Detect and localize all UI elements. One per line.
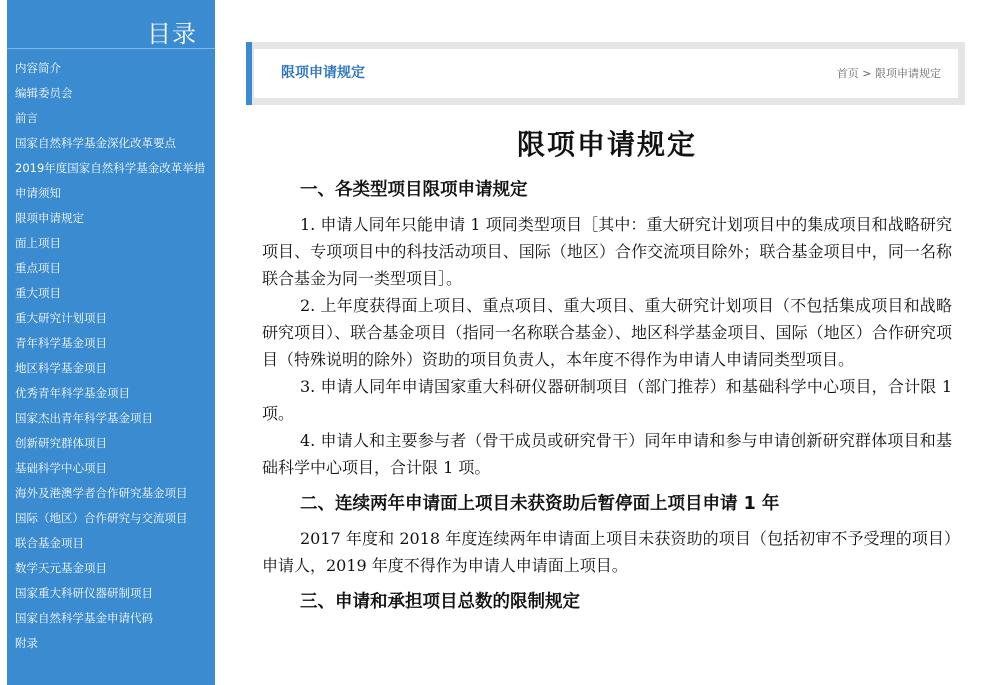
document-content bbox=[262, 115, 952, 623]
paragraph: 2. 上年度获得面上项目、重点项目、重大项目、重大研究计划项目（不包括集成项目和战略研究项目）、联合基金项目（指同一名称联合基金）、地区科学基金项目、国际（地区）合作研究项目（特殊说明的除外）资助的项目负责人，本年度不得作为申请人申请同类型项目。 bbox=[262, 296, 952, 369]
toc-title: 目录 bbox=[147, 20, 197, 48]
toc-item[interactable]: 联合基金项目 bbox=[15, 536, 84, 550]
toc-item[interactable]: 国家自然科学基金申请代码 bbox=[15, 611, 153, 625]
page-title: 限项申请规定 bbox=[516, 128, 697, 161]
toc-list bbox=[15, 56, 205, 656]
toc-item[interactable]: 青年科学基金项目 bbox=[15, 336, 107, 350]
toc-item[interactable]: 面上项目 bbox=[15, 236, 61, 250]
toc-item[interactable]: 重大项目 bbox=[15, 286, 61, 300]
toc-item[interactable]: 海外及港澳学者合作研究基金项目 bbox=[15, 486, 188, 500]
toc-item[interactable]: 附录 bbox=[15, 636, 38, 650]
page-header bbox=[246, 42, 965, 105]
toc-item[interactable]: 重点项目 bbox=[15, 261, 61, 275]
toc-sidebar bbox=[7, 0, 215, 685]
toc-item[interactable]: 编辑委员会 bbox=[15, 86, 73, 100]
section-heading: 三、申请和承担项目总数的限制规定 bbox=[300, 592, 580, 612]
toc-item[interactable]: 国家杰出青年科学基金项目 bbox=[15, 411, 153, 425]
toc-item[interactable]: 国际（地区）合作研究与交流项目 bbox=[15, 511, 188, 525]
paragraph: 2017 年度和 2018 年度连续两年申请面上项目未获资助的项目（包括初审不予受理的项目）申请人，2019 年度不得作为申请人申请面上项目。 bbox=[262, 529, 952, 575]
toc-item[interactable]: 前言 bbox=[15, 111, 38, 125]
breadcrumb-separator: > bbox=[858, 67, 875, 80]
toc-item[interactable]: 2019年度国家自然科学基金改革举措 bbox=[15, 161, 206, 175]
header-accent-bar bbox=[246, 42, 252, 105]
toc-item[interactable]: 内容简介 bbox=[15, 61, 61, 75]
paragraph: 1. 申请人同年只能申请 1 项同类型项目［其中：重大研究计划项目中的集成项目和战略研究项目、专项项目中的科技活动项目、国际（地区）合作交流项目除外；联合基金项目中，同一名称联合基金为同一类型项目］。 bbox=[262, 215, 952, 288]
toc-item[interactable]: 优秀青年科学基金项目 bbox=[15, 386, 130, 400]
paragraph: 3. 申请人同年申请国家重大科研仪器研制项目（部门推荐）和基础科学中心项目，合计限 1 项。 bbox=[262, 377, 952, 423]
toc-item[interactable]: 重大研究计划项目 bbox=[15, 311, 107, 325]
section-heading: 二、连续两年申请面上项目未获资助后暂停面上项目申请 1 年 bbox=[300, 494, 780, 514]
toc-item[interactable]: 申请须知 bbox=[15, 186, 61, 200]
breadcrumb-home-link[interactable]: 首页 bbox=[836, 67, 859, 80]
toc-item[interactable]: 数学天元基金项目 bbox=[15, 561, 107, 575]
section-name: 限项申请规定 bbox=[281, 65, 365, 81]
section-heading: 一、各类型项目限项申请规定 bbox=[300, 180, 528, 200]
toc-item[interactable]: 基础科学中心项目 bbox=[15, 461, 107, 475]
toc-item[interactable]: 创新研究群体项目 bbox=[15, 436, 107, 450]
toc-item[interactable]: 国家自然科学基金深化改革要点 bbox=[15, 136, 176, 150]
breadcrumb bbox=[837, 49, 941, 98]
toc-item[interactable]: 地区科学基金项目 bbox=[15, 361, 107, 375]
breadcrumb-current: 限项申请规定 bbox=[875, 67, 941, 80]
toc-item[interactable]: 国家重大科研仪器研制项目 bbox=[15, 586, 153, 600]
toc-divider bbox=[7, 48, 215, 49]
toc-item-current[interactable]: 限项申请规定 bbox=[15, 211, 84, 225]
paragraph: 4. 申请人和主要参与者（骨干成员或研究骨干）同年申请和参与申请创新研究群体项目和基础科学中心项目，合计限 1 项。 bbox=[262, 431, 952, 477]
page-header-inner bbox=[254, 49, 958, 98]
